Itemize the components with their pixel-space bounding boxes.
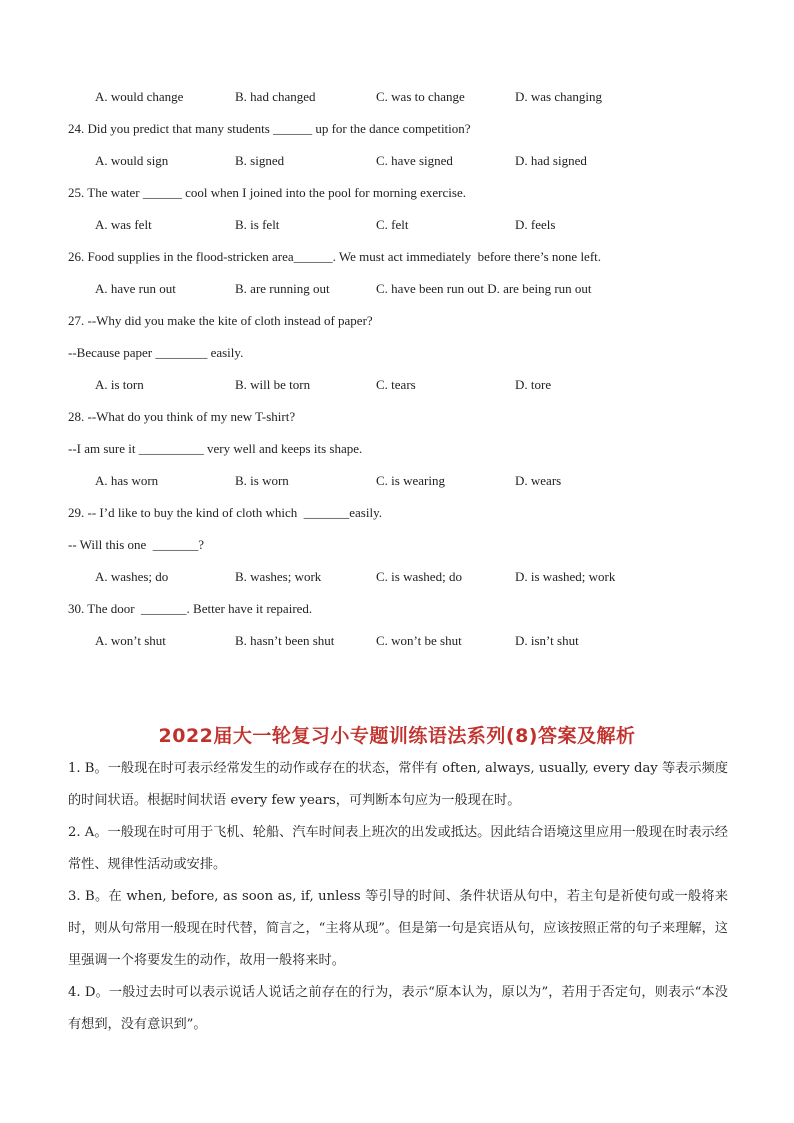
option-a: A. would change [95,89,184,104]
answer-3: 3. B。在 when, before, as soon as, if, unless 等引导的时间、条件状语从句中，若主句是祈使句或一般将来时，则从句常用一般现在时代替，简言之，“主将从现”。但是第一句是宾语从句，应该按照正常的句子来理解，这里强调一个将要发生的动作，故用一般将来时。 [68,889,728,968]
answer-2: 2. A。一般现在时可用于飞机、轮船、汽车时间表上班次的出发或抵达。因此结合语境这里应用一般现在时表示经常性、规律性活动或安排。 [68,825,728,872]
answers-title: 2022届大一轮复习小专题训练语法系列(8)答案及解析 [158,725,636,747]
option-a: A. would sign [95,153,169,168]
option-c: C. felt [376,217,409,232]
option-c: C. is wearing [376,473,445,488]
question-25-stem: 25. The water ______ cool when I joined into the pool for morning exercise. [68,185,466,200]
question-28-stem: 28. --What do you think of my new T-shirt? [68,409,296,424]
question-27-reply: --Because paper ________ easily. [68,345,244,360]
question-27-stem: 27. --Why did you make the kite of cloth instead of paper? [68,313,373,328]
option-d: D. tore [515,377,552,392]
question-29-reply: -- Will this one _______? [68,537,205,552]
option-d: D. feels [515,217,556,232]
option-a: A. has worn [95,473,159,488]
question-30-options [95,632,735,650]
option-b: B. signed [235,153,285,168]
question-30-stem: 30. The door _______. Better have it repaired. [68,601,313,616]
question-26-options [95,280,735,298]
option-c-and-d: C. have been run out D. are being run out [376,281,592,296]
option-b: B. is felt [235,217,280,232]
option-a: A. won’t shut [95,633,166,648]
question-26-stem: 26. Food supplies in the flood-stricken area______. We must act immediately before there’s none left. [68,249,602,264]
option-a: A. have run out [95,281,176,296]
option-b: B. is worn [235,473,289,488]
option-d: D. is washed; work [515,569,616,584]
option-d: D. isn’t shut [515,633,579,648]
question-23-options [95,88,735,106]
option-b: B. washes; work [235,569,322,584]
question-24-stem: 24. Did you predict that many students ______ up for the dance competition? [68,121,471,136]
answer-1: 1. B。一般现在时可表示经常发生的动作或存在的状态，常伴有 often, always, usually, every day 等表示频度的时间状语。根据时间状语 every few years，可判断本句应为一般现在时。 [68,761,728,808]
option-a: A. is torn [95,377,144,392]
option-d: D. had signed [515,153,587,168]
question-24-options [95,152,735,170]
option-c: C. is washed; do [376,569,462,584]
option-b: B. had changed [235,89,316,104]
question-29-stem: 29. -- I’d like to buy the kind of cloth which _______easily. [68,505,382,520]
option-b: B. are running out [235,281,330,296]
option-d: D. wears [515,473,562,488]
question-27-options [95,376,735,394]
option-b: B. hasn’t been shut [235,633,335,648]
option-d: D. was changing [515,89,603,104]
option-c: C. tears [376,377,416,392]
option-c: C. won’t be shut [376,633,462,648]
question-28-options [95,472,735,490]
option-b: B. will be torn [235,377,311,392]
option-c: C. was to change [376,89,465,104]
question-29-options [95,568,735,586]
option-a: A. washes; do [95,569,169,584]
answer-4: 4. D。一般过去时可以表示说话人说话之前存在的行为，表示“原本认为，原以为”，若用于否定句，则表示“本没有想到，没有意识到”。 [68,985,728,1032]
option-a: A. was felt [95,217,152,232]
option-c: C. have signed [376,153,453,168]
question-28-reply: --I am sure it __________ very well and keeps its shape. [68,441,363,456]
question-25-options [95,216,735,234]
